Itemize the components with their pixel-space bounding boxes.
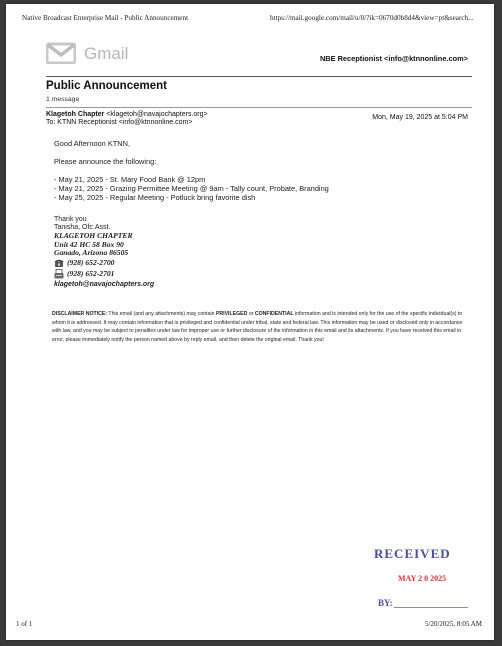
subject-divider <box>46 107 472 108</box>
announcement-list <box>54 175 329 202</box>
disclaimer-bold-confidential: CONFIDENTIAL <box>254 311 294 317</box>
list-item: - May 25, 2025 - Regular Meeting - Potluck bring favorite dish <box>54 193 256 202</box>
gmail-m-icon <box>46 42 76 64</box>
signature-org: KLAGETOH CHAPTER <box>54 231 133 241</box>
disclaimer-notice <box>52 310 464 344</box>
disclaimer-bold-privileged: PRIVILEGED <box>215 311 248 317</box>
printed-page <box>6 4 494 640</box>
disclaimer-label: DISCLAIMER NOTICE: <box>52 311 108 317</box>
signature-address-line1: Unit 42 HC 58 Box 90 <box>54 239 124 249</box>
stamp-date: MAY 2 0 2025 <box>398 574 447 583</box>
print-footer-timestamp: 5/20/2025, 8:05 AM <box>425 620 482 628</box>
email-to: To: KTNN Receptionist <info@ktnnonline.com> <box>46 119 193 126</box>
header-divider <box>46 76 472 77</box>
email-body <box>54 139 329 211</box>
signer-name: Tanisha, Ofc.Asst. <box>54 224 111 232</box>
disclaimer-text-2: or <box>247 311 255 317</box>
stamp-by: BY: <box>378 598 393 608</box>
account-address: NBE Receptionist <info@ktnnonline.com> <box>319 54 468 63</box>
email-signature <box>54 216 154 289</box>
fax-machine-icon <box>54 269 64 279</box>
signature-email: klagetoh@navajochapters.org <box>54 281 155 289</box>
stamp-signature-line <box>394 607 468 608</box>
message-count: 1 message <box>46 96 80 103</box>
print-footer-page: 1 of 1 <box>16 620 33 628</box>
signature-address-line2: Ganado, Arizona 86505 <box>54 247 129 257</box>
received-stamp <box>370 546 480 616</box>
signoff: Thank you <box>54 216 87 223</box>
phone-number: (928) 652-2700 <box>67 257 115 267</box>
telephone-icon <box>54 258 64 268</box>
print-header-title: Native Broadcast Enterprise Mail - Public Announcement <box>22 14 189 22</box>
intro-line: Please announce the following: <box>54 157 157 166</box>
signature-fax <box>54 269 154 279</box>
disclaimer-text-1: This email (and any attachments) may contain <box>107 311 216 317</box>
email-date: Mon, May 19, 2025 at 5:04 PM <box>372 114 468 121</box>
email-subject: Public Announcement <box>46 80 167 92</box>
list-item: - May 21, 2025 - Grazing Permittee Meeting @ 9am - Tally count, Probate, Branding <box>54 184 329 193</box>
print-header-url: https://mail.google.com/mail/u/0/?ik=0670d0b8d4&view=pt&search... <box>270 14 474 22</box>
disclaimer-text-3: information and is intended only for the use of the specific individual(s) to whom it is addressed. It may contain information that is privileged and confidential under tribal, state and federal law. This information may be used or disclosed only in accordance with law, and you may be subject to penalties under law for improper use or further disclosure of the information in this email and its attachments. If you have received this email in error, please immediately notify the person named above by reply email, and then delete the original email. Thank you! <box>52 311 463 343</box>
sender-name: Klagetoh Chapter <box>46 111 105 118</box>
gmail-wordmark: Gmail <box>84 44 129 63</box>
stamp-received: RECEIVED <box>374 546 451 561</box>
fax-number: (928) 652-2701 <box>67 268 115 278</box>
email-from <box>46 111 208 118</box>
sender-address: <klagetoh@navajochapters.org> <box>106 111 208 118</box>
signature-phone <box>54 258 154 268</box>
list-item: - May 21, 2025 - St. Mary Food Bank @ 12pm <box>54 175 206 184</box>
greeting: Good Afternoon KTNN, <box>54 139 130 148</box>
gmail-logo <box>46 42 136 64</box>
